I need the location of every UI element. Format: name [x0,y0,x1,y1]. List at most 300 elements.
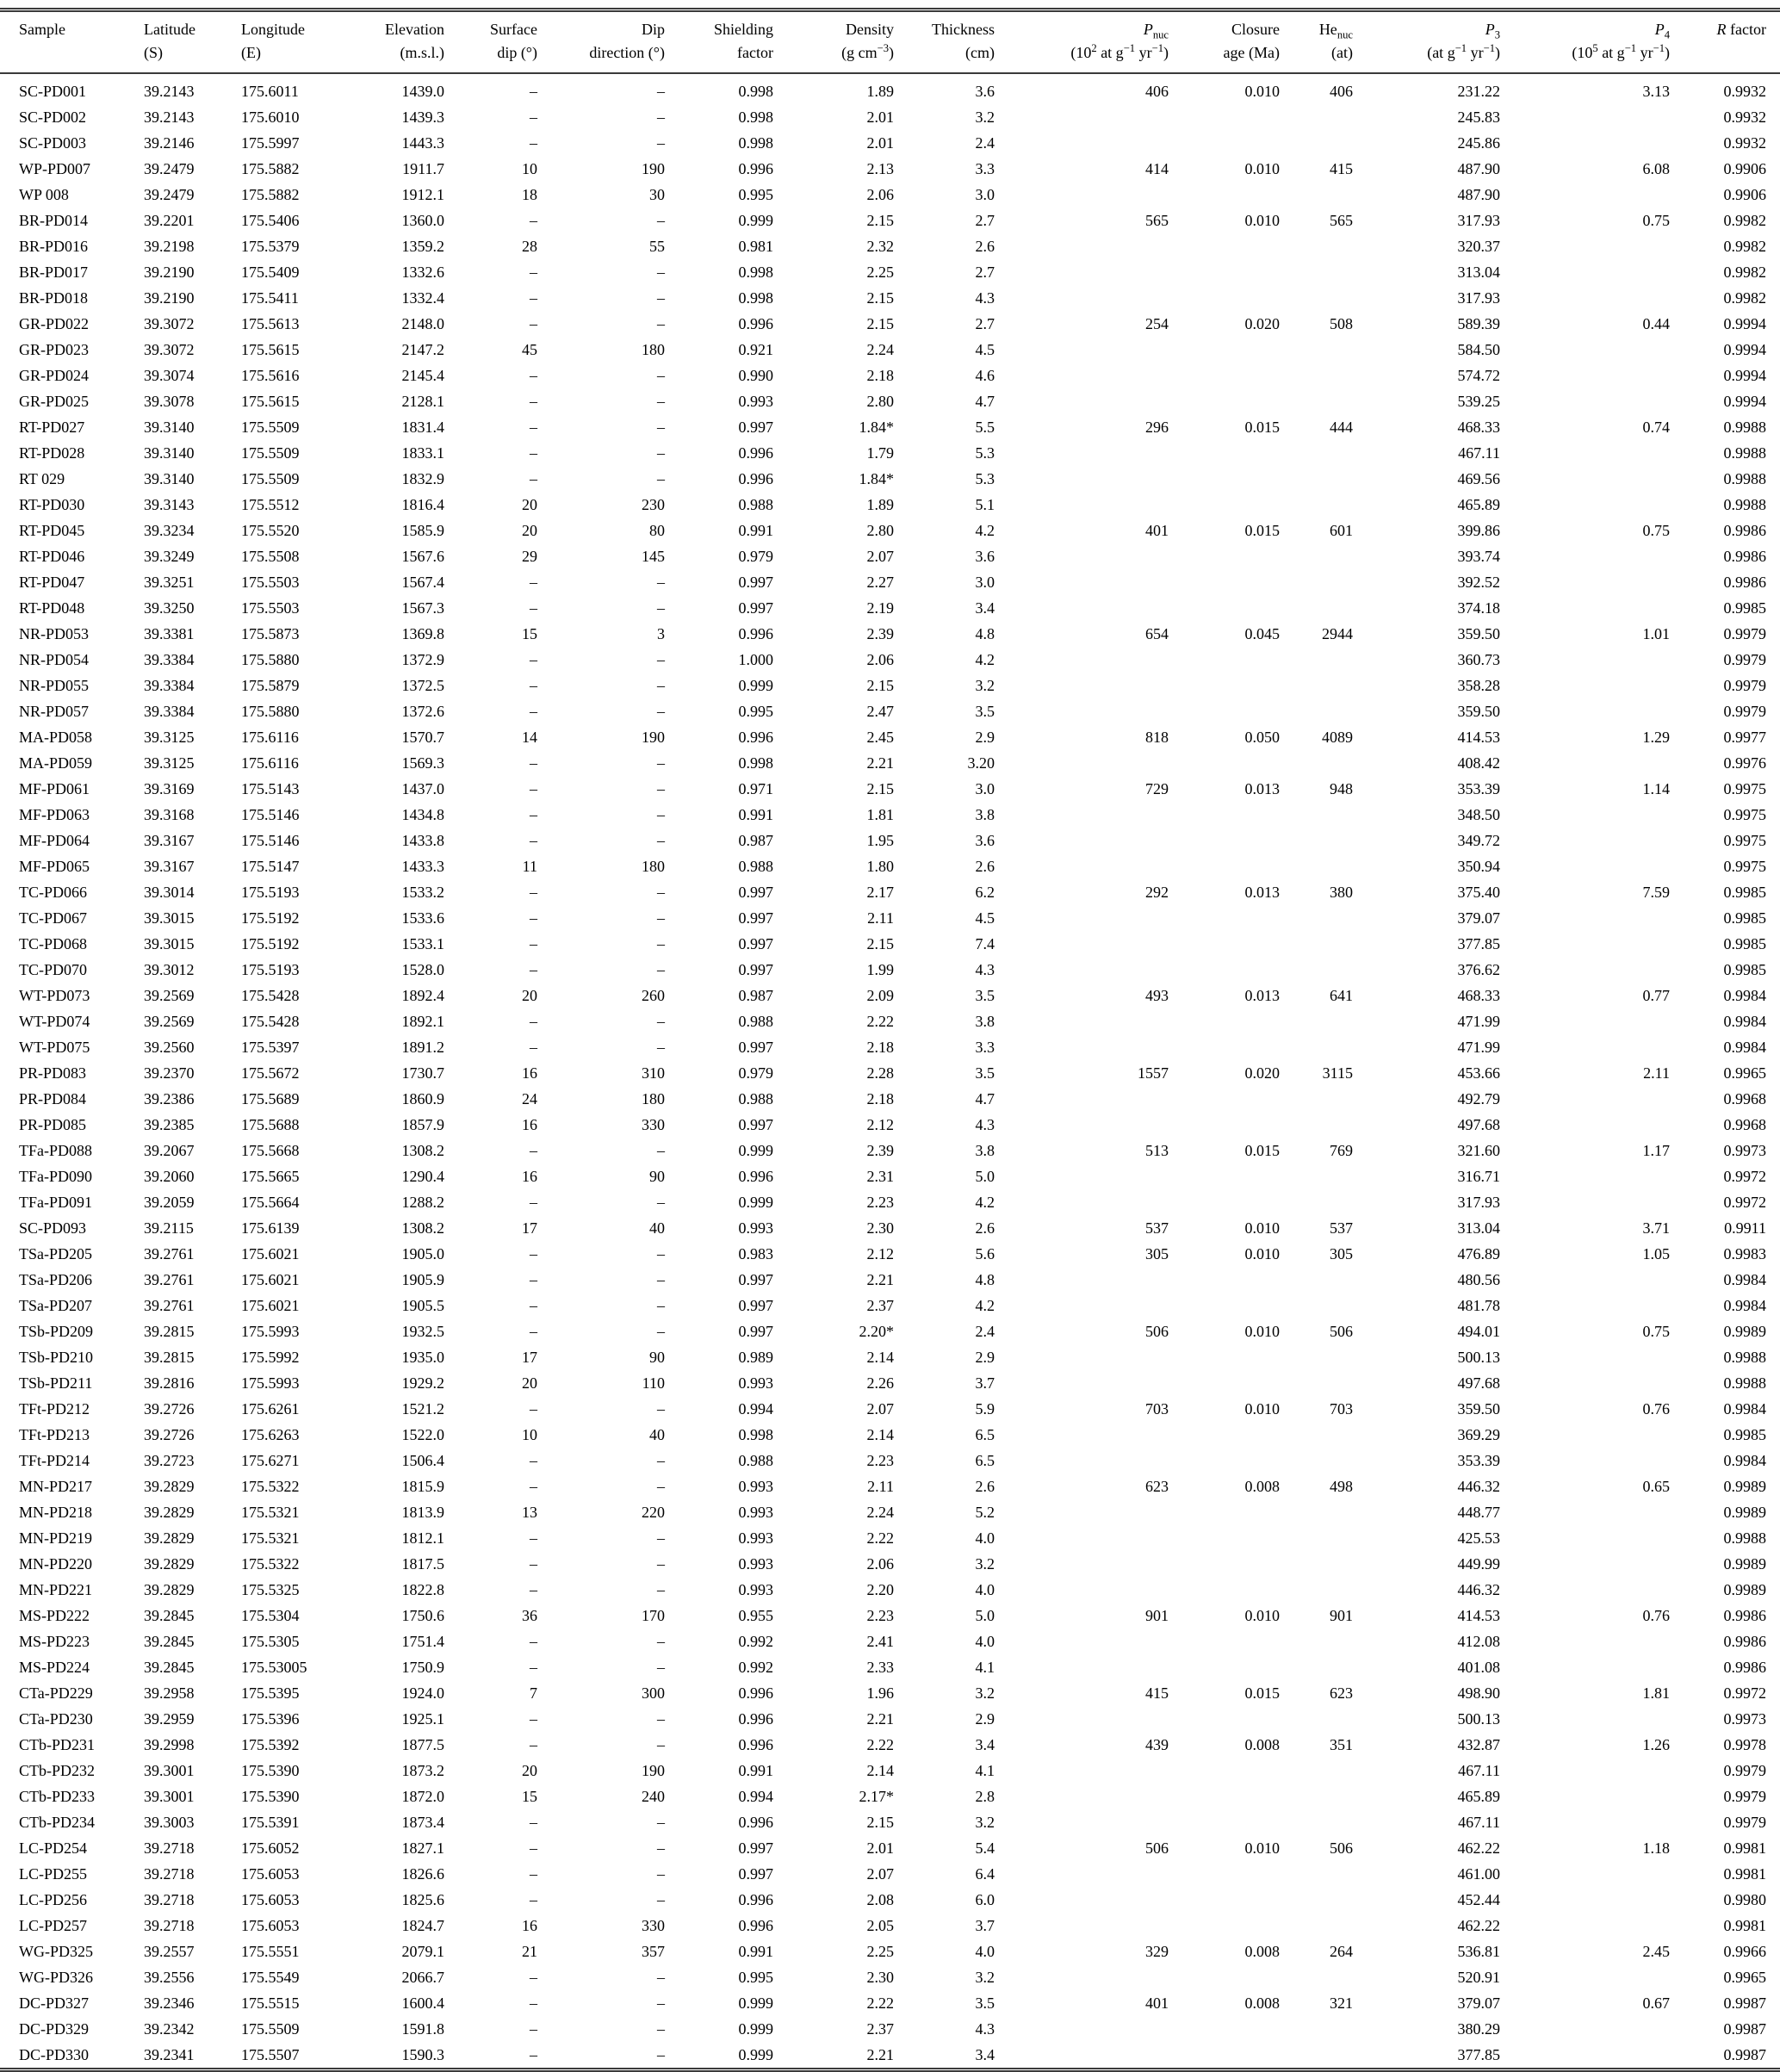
cell-thickness: 3.7 [975,1374,995,1392]
cell-sample: WP-PD007 [19,160,91,177]
cell-longitude: 175.5411 [241,289,299,307]
cell-thickness: 4.0 [975,1943,995,1960]
cell-longitude: 175.5873 [241,625,300,642]
cell-r-factor: 0.9984 [1723,1452,1766,1469]
header-line2: direction (°) [589,44,665,61]
cell-he-nuc: 537 [1330,1219,1353,1237]
cell-sample: WT-PD073 [19,987,90,1004]
cell-latitude: 39.3381 [144,625,195,642]
cell-p-nuc [995,543,1169,569]
cell-elevation: 1591.8 [401,2020,444,2038]
cell-p-nuc [995,957,1169,983]
cell-density: 2.47 [866,703,894,720]
table-row-CTa-PD229 [0,1680,1780,1706]
cell-closure-age: 0.015 [1244,522,1280,539]
cell-p4 [1500,2016,1670,2042]
cell-shielding-factor: 0.993 [738,393,773,410]
cell-r-factor: 0.9989 [1723,1581,1766,1598]
cell-elevation: 1750.9 [401,1659,444,1676]
cell-dip-direction: 220 [642,1504,665,1521]
cell-p-nuc: 1557 [1138,1064,1169,1082]
cell-p4 [1500,1448,1670,1473]
cell-sample: SC-PD002 [19,109,87,126]
cell-shielding-factor: 0.921 [738,341,773,358]
cell-sample: CTb-PD234 [19,1814,96,1831]
cell-sample: PR-PD085 [19,1116,87,1133]
cell-p3: 408.42 [1457,754,1500,772]
cell-thickness: 5.1 [975,496,995,513]
cell-p-nuc: 654 [1145,625,1169,642]
cell-thickness: 4.2 [975,1297,995,1314]
cell-longitude: 175.5390 [241,1788,300,1805]
cell-p4 [1500,259,1670,285]
cell-dip-direction: – [657,1839,665,1857]
cell-p3: 448.77 [1457,1504,1500,1521]
cell-p4 [1500,1654,1670,1680]
cell-dip-direction: 170 [642,1607,665,1624]
cell-p3: 358.28 [1457,677,1500,694]
cell-shielding-factor: 0.998 [738,264,773,281]
cell-r-factor: 0.9987 [1723,1994,1766,2012]
cell-p-nuc [995,130,1169,156]
cell-r-factor: 0.9985 [1723,1426,1766,1443]
cell-shielding-factor: 0.999 [738,2046,773,2063]
table-row-CTb-PD234 [0,1809,1780,1835]
cell-latitude: 39.3072 [144,341,195,358]
cell-he-nuc [1280,802,1353,828]
cell-closure-age [1169,285,1280,311]
cell-p3: 536.81 [1457,1943,1500,1960]
cell-p4: 0.67 [1642,1994,1670,2012]
cell-closure-age [1169,1758,1280,1784]
table-row-WT-PD073 [0,983,1780,1008]
cell-dip-direction: – [657,1245,665,1262]
cell-closure-age [1169,233,1280,259]
cell-r-factor: 0.9994 [1723,315,1766,332]
cell-density: 2.22 [866,1736,894,1753]
cell-elevation: 1332.4 [401,289,444,307]
cell-r-factor: 0.9989 [1723,1555,1766,1573]
cell-elevation: 1892.4 [401,987,444,1004]
cell-longitude: 175.6271 [241,1452,300,1469]
cell-surface-dip: 7 [530,1684,537,1702]
cell-p-nuc [995,2042,1169,2070]
cell-he-nuc: 498 [1330,1478,1353,1495]
cell-sample: CTa-PD229 [19,1684,93,1702]
cell-dip-direction: – [657,83,665,100]
cell-closure-age: 0.045 [1244,625,1280,642]
cell-surface-dip: – [530,1478,537,1495]
cell-elevation: 1439.0 [401,83,444,100]
cell-surface-dip: – [530,677,537,694]
cell-p-nuc: 254 [1145,315,1169,332]
cell-sample: MN-PD220 [19,1555,93,1573]
cell-longitude: 175.5664 [241,1194,300,1211]
cell-p3: 446.32 [1457,1478,1500,1495]
cell-p-nuc [995,1422,1169,1448]
cell-elevation: 1832.9 [401,470,444,487]
table-row-CTa-PD230 [0,1706,1780,1732]
cell-shielding-factor: 0.991 [738,1943,773,1960]
cell-dip-direction: – [657,1891,665,1908]
cell-thickness: 2.6 [975,1219,995,1237]
cell-surface-dip: – [530,212,537,229]
cell-surface-dip: – [530,1581,537,1598]
cell-thickness: 5.3 [975,470,995,487]
cell-p3: 321.60 [1457,1142,1500,1159]
cell-closure-age [1169,905,1280,931]
cell-dip-direction: – [657,754,665,772]
cell-p3: 375.40 [1457,884,1500,901]
cell-p4 [1500,1577,1670,1603]
cell-p4 [1500,1784,1670,1809]
cell-dip-direction: 190 [642,729,665,746]
cell-p-nuc [995,1654,1169,1680]
cell-surface-dip: – [530,1736,537,1753]
cell-shielding-factor: 0.988 [738,1452,773,1469]
cell-p3: 231.22 [1457,83,1500,100]
cell-shielding-factor: 0.979 [738,548,773,565]
cell-elevation: 1813.9 [401,1504,444,1521]
table-row-RT 029 [0,466,1780,492]
table-row-SC-PD093 [0,1215,1780,1241]
cell-density: 1.79 [866,444,894,462]
cell-p3: 500.13 [1457,1710,1500,1728]
cell-dip-direction: – [657,1039,665,1056]
table-row-TSb-PD211 [0,1370,1780,1396]
cell-he-nuc [1280,233,1353,259]
cell-closure-age: 0.010 [1244,160,1280,177]
cell-surface-dip: 20 [522,1762,537,1779]
cell-closure-age: 0.020 [1244,1064,1280,1082]
cell-p4 [1500,2042,1670,2070]
cell-closure-age: 0.010 [1244,1323,1280,1340]
cell-sample: SC-PD001 [19,83,87,100]
cell-p3: 374.18 [1457,599,1500,617]
cell-longitude: 175.5879 [241,677,300,694]
cell-surface-dip: – [530,1400,537,1418]
cell-r-factor: 0.9986 [1723,522,1766,539]
cell-density: 2.18 [866,1039,894,1056]
cell-longitude: 175.5993 [241,1374,300,1392]
cell-density: 2.24 [866,341,894,358]
cell-surface-dip: 15 [522,625,537,642]
cell-he-nuc: 601 [1330,522,1353,539]
cell-longitude: 175.5615 [241,341,300,358]
cell-thickness: 2.7 [975,264,995,281]
cell-closure-age [1169,595,1280,621]
cell-density: 2.45 [866,729,894,746]
cell-longitude: 175.5409 [241,264,300,281]
cell-p-nuc: 406 [1145,83,1169,100]
cell-elevation: 1288.2 [401,1194,444,1211]
cell-sample: GR-PD024 [19,367,90,384]
cell-sample: RT-PD027 [19,419,85,436]
cell-sample: NR-PD055 [19,677,90,694]
cell-surface-dip: 10 [522,1426,537,1443]
cell-thickness: 4.5 [975,909,995,927]
cell-r-factor: 0.9989 [1723,1323,1766,1340]
table-row-DC-PD330 [0,2042,1780,2070]
cell-dip-direction: 30 [649,186,665,203]
cell-p3: 401.08 [1457,1659,1500,1676]
cell-p4 [1500,1293,1670,1318]
cell-longitude: 175.6021 [241,1271,300,1288]
header-cell-p4 [1500,10,1670,74]
cell-density: 2.21 [866,2046,894,2063]
cell-r-factor: 0.9973 [1723,1710,1766,1728]
table-row-BR-PD016 [0,233,1780,259]
table-row-PR-PD085 [0,1112,1780,1138]
header-line1: $P_{nuc}$ [1143,21,1169,41]
cell-sample: WT-PD074 [19,1013,90,1030]
cell-surface-dip: 13 [522,1504,537,1521]
cell-density: 2.30 [866,1969,894,1986]
cell-longitude: 175.5146 [241,806,300,823]
cell-latitude: 39.2198 [144,238,195,255]
cell-elevation: 1360.0 [401,212,444,229]
cell-dip-direction: – [657,599,665,617]
cell-sample: LC-PD255 [19,1865,88,1883]
cell-sample: BR-PD018 [19,289,89,307]
cell-p4 [1500,1370,1670,1396]
cell-density: 2.20 [866,1581,894,1598]
cell-latitude: 39.3168 [144,806,195,823]
cell-elevation: 1372.6 [401,703,444,720]
header-cell-shielding-factor [665,10,773,74]
cell-longitude: 175.5322 [241,1555,300,1573]
cell-r-factor: 0.9981 [1723,1865,1766,1883]
cell-density: 2.23 [866,1452,894,1469]
cell-density: 2.01 [866,109,894,126]
cell-p4 [1500,492,1670,518]
cell-r-factor: 0.9972 [1723,1194,1766,1211]
cell-p4 [1500,1525,1670,1551]
cell-latitude: 39.2342 [144,2020,195,2038]
cell-closure-age: 0.010 [1244,1245,1280,1262]
cell-p-nuc [995,1163,1169,1189]
cell-latitude: 39.2557 [144,1943,195,1960]
cell-sample: TFa-PD091 [19,1194,92,1211]
cell-closure-age [1169,802,1280,828]
cell-he-nuc [1280,182,1353,208]
cell-longitude: 175.5396 [241,1710,300,1728]
cell-closure-age [1169,1887,1280,1913]
header-line1: Elevation [385,21,444,38]
cell-r-factor: 0.9977 [1723,729,1766,746]
cell-thickness: 5.3 [975,444,995,462]
cell-p-nuc: 537 [1145,1219,1169,1237]
cell-p3: 471.99 [1457,1039,1500,1056]
cell-elevation: 1567.6 [401,548,444,565]
table-row-NR-PD055 [0,673,1780,698]
cell-sample: MF-PD061 [19,780,90,797]
cell-elevation: 1506.4 [401,1452,444,1469]
header-line2: factor [737,44,773,61]
cell-shielding-factor: 0.993 [738,1581,773,1598]
cell-dip-direction: – [657,935,665,952]
cell-sample: MN-PD219 [19,1529,93,1547]
cell-density: 2.15 [866,1814,894,1831]
cell-thickness: 4.3 [975,1116,995,1133]
cell-elevation: 1332.6 [401,264,444,281]
cell-surface-dip: – [530,1297,537,1314]
cell-shielding-factor: 0.987 [738,987,773,1004]
cell-p4: 0.75 [1642,522,1670,539]
table-row-WT-PD075 [0,1034,1780,1060]
cell-longitude: 175.6139 [241,1219,300,1237]
cell-dip-direction: 330 [642,1917,665,1934]
cell-dip-direction: – [657,444,665,462]
cell-he-nuc [1280,853,1353,879]
cell-closure-age: 0.010 [1244,212,1280,229]
cell-latitude: 39.3251 [144,574,195,591]
cell-p-nuc [995,673,1169,698]
cell-r-factor: 0.9972 [1723,1168,1766,1185]
table-row-SC-PD002 [0,104,1780,130]
cell-p-nuc [995,1628,1169,1654]
cell-p3: 380.29 [1457,2020,1500,2038]
cell-shielding-factor: 0.997 [738,419,773,436]
cell-latitude: 39.2959 [144,1710,195,1728]
table-row-MF-PD061 [0,776,1780,802]
cell-surface-dip: – [530,1633,537,1650]
table-row-WG-PD326 [0,1964,1780,1990]
cell-he-nuc: 948 [1330,780,1353,797]
header-line1: $P_4$ [1654,21,1670,41]
cell-sample: CTa-PD230 [19,1710,93,1728]
table-row-TSa-PD206 [0,1267,1780,1293]
cell-dip-direction: – [657,134,665,152]
cell-density: 1.96 [866,1684,894,1702]
cell-he-nuc: 2944 [1322,625,1353,642]
cell-latitude: 39.3003 [144,1814,195,1831]
cell-p-nuc [995,1861,1169,1887]
cell-sample: TFt-PD214 [19,1452,90,1469]
cell-p-nuc [995,1551,1169,1577]
cell-dip-direction: – [657,315,665,332]
cell-p-nuc: 415 [1145,1684,1169,1702]
cell-elevation: 1439.3 [401,109,444,126]
cell-p4 [1500,1861,1670,1887]
cell-dip-direction: – [657,367,665,384]
cell-elevation: 1912.1 [401,186,444,203]
cell-density: 2.39 [866,625,894,642]
cell-p3: 467.11 [1458,1762,1500,1779]
cell-he-nuc [1280,1758,1353,1784]
cell-p3: 453.66 [1457,1064,1500,1082]
cell-p3: 467.11 [1458,1814,1500,1831]
header-cell-longitude [235,10,347,74]
cell-p3: 377.85 [1457,2046,1500,2063]
cell-surface-dip: – [530,393,537,410]
cell-surface-dip: – [530,1865,537,1883]
table-row-MS-PD222 [0,1603,1780,1628]
cell-thickness: 4.5 [975,341,995,358]
table-row-RT-PD045 [0,518,1780,543]
cell-p3: 468.33 [1457,987,1500,1004]
cell-p-nuc [995,569,1169,595]
cell-p-nuc [995,1706,1169,1732]
table-row-MN-PD221 [0,1577,1780,1603]
cell-p4 [1500,1499,1670,1525]
cell-p4 [1500,1758,1670,1784]
table-row-RT-PD046 [0,543,1780,569]
cell-closure-age [1169,1267,1280,1293]
cell-p3: 399.86 [1457,522,1500,539]
cell-surface-dip: – [530,935,537,952]
cell-surface-dip: – [530,419,537,436]
cell-thickness: 5.2 [975,1504,995,1521]
cell-thickness: 4.1 [975,1659,995,1676]
cell-he-nuc [1280,1577,1353,1603]
cell-elevation: 1824.7 [401,1917,444,1934]
cell-surface-dip: – [530,1839,537,1857]
cell-closure-age: 0.008 [1244,1478,1280,1495]
cell-shielding-factor: 0.979 [738,1064,773,1082]
cell-p-nuc [995,1448,1169,1473]
table-row-LC-PD254 [0,1835,1780,1861]
cell-dip-direction: – [657,470,665,487]
cell-he-nuc [1280,1034,1353,1060]
cell-p3: 317.93 [1457,289,1500,307]
cell-he-nuc [1280,1422,1353,1448]
cell-surface-dip: 10 [522,160,537,177]
cell-shielding-factor: 0.996 [738,444,773,462]
cell-thickness: 3.0 [975,780,995,797]
cell-thickness: 3.6 [975,832,995,849]
cell-sample: BR-PD017 [19,264,89,281]
table-row-TFa-PD088 [0,1138,1780,1163]
cell-r-factor: 0.9979 [1723,677,1766,694]
header-line2: dip (°) [497,44,537,61]
cell-latitude: 39.2479 [144,160,195,177]
cell-thickness: 3.2 [975,1684,995,1702]
cell-surface-dip: 45 [522,341,537,358]
cell-elevation: 1751.4 [401,1633,444,1650]
cell-thickness: 5.4 [975,1839,995,1857]
cell-thickness: 4.0 [975,1633,995,1650]
cell-surface-dip: 20 [522,522,537,539]
cell-r-factor: 0.9988 [1723,496,1766,513]
table-row-NR-PD054 [0,647,1780,673]
cell-p4 [1500,647,1670,673]
cell-p3: 320.37 [1457,238,1500,255]
cell-p3: 392.52 [1457,574,1500,591]
cell-sample: CTb-PD231 [19,1736,96,1753]
cell-shielding-factor: 0.996 [738,160,773,177]
cell-p-nuc [995,1499,1169,1525]
cell-sample: LC-PD257 [19,1917,88,1934]
table-row-NR-PD057 [0,698,1780,724]
cell-he-nuc [1280,1163,1353,1189]
cell-thickness: 3.4 [975,599,995,617]
cell-p-nuc [995,1086,1169,1112]
header-cell-latitude [138,10,235,74]
cell-p4: 1.05 [1642,1245,1670,1262]
table-row-MS-PD223 [0,1628,1780,1654]
cell-elevation: 1929.2 [401,1374,444,1392]
cell-surface-dip: – [530,1194,537,1211]
cell-surface-dip: – [530,884,537,901]
cell-thickness: 5.9 [975,1400,995,1418]
cell-p4 [1500,337,1670,363]
cell-longitude: 175.5507 [241,2046,300,2063]
cell-thickness: 2.4 [975,1323,995,1340]
cell-sample: TC-PD068 [19,935,88,952]
cell-elevation: 2066.7 [401,1969,444,1986]
cell-latitude: 39.2718 [144,1839,195,1857]
